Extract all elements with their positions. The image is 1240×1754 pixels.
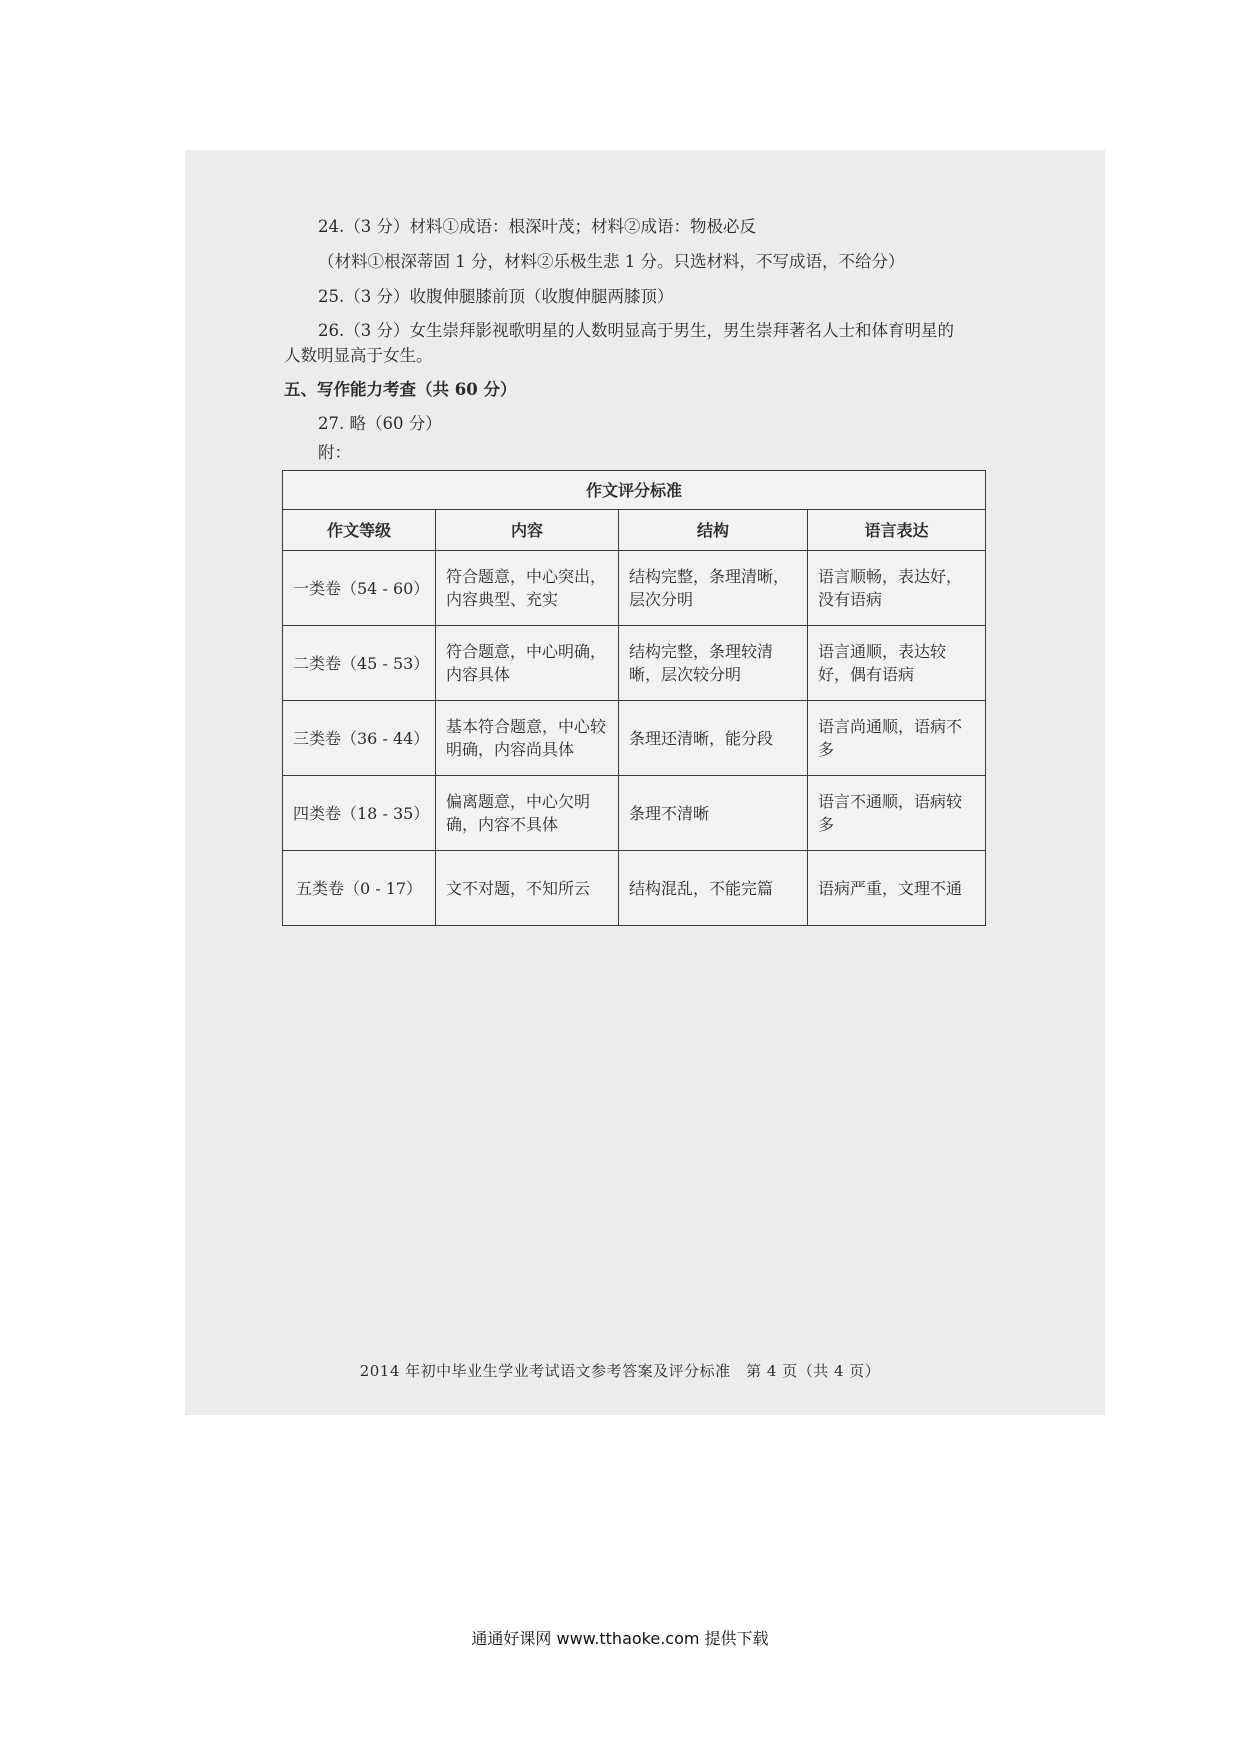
row-structure: 条理不清晰 [619, 776, 808, 851]
header-content: 内容 [436, 510, 619, 551]
row-language: 语言通顺，表达较好，偶有语病 [808, 626, 986, 701]
section-5-heading: 五、写作能力考查（共 60 分） [284, 380, 517, 399]
row-structure: 结构完整，条理清晰，层次分明 [619, 551, 808, 626]
download-credit: 通通好课网 www.tthaoke.com 提供下载 [471, 1629, 769, 1648]
essay-grading-table [282, 470, 986, 926]
row-level: 四类卷（18 - 35） [283, 776, 436, 851]
row-structure: 结构混乱，不能完篇 [619, 851, 808, 926]
row-level: 一类卷（54 - 60） [283, 551, 436, 626]
header-level: 作文等级 [283, 510, 436, 551]
row-language: 语言顺畅，表达好，没有语病 [808, 551, 986, 626]
answer-26-line1: 26.（3 分）女生崇拜影视歌明星的人数明显高于男生，男生崇拜著名人士和体育明星的 [318, 321, 954, 340]
row-content: 符合题意，中心明确，内容具体 [436, 626, 619, 701]
header-language: 语言表达 [808, 510, 986, 551]
row-structure: 条理还清晰，能分段 [619, 701, 808, 776]
row-level: 五类卷（0 - 17） [283, 851, 436, 926]
table-row [283, 626, 986, 701]
table-row [283, 701, 986, 776]
table-row [283, 776, 986, 851]
table-title: 作文评分标准 [283, 471, 986, 510]
row-language: 语病严重，文理不通 [808, 851, 986, 926]
table-row [283, 851, 986, 926]
header-structure: 结构 [619, 510, 808, 551]
answer-24: 24.（3 分）材料①成语：根深叶茂；材料②成语：物极必反 [318, 217, 756, 236]
row-structure: 结构完整，条理较清晰，层次较分明 [619, 626, 808, 701]
row-level: 三类卷（36 - 44） [283, 701, 436, 776]
row-content: 符合题意，中心突出，内容典型、充实 [436, 551, 619, 626]
appendix-label: 附： [318, 443, 351, 462]
row-level: 二类卷（45 - 53） [283, 626, 436, 701]
page-footer: 2014 年初中毕业生学业考试语文参考答案及评分标准 第 4 页（共 4 页） [359, 1362, 881, 1380]
answer-24-note: （材料①根深蒂固 1 分，材料②乐极生悲 1 分。只选材料，不写成语，不给分） [318, 252, 905, 271]
answer-27: 27. 略（60 分） [318, 414, 442, 433]
answer-26-line2: 人数明显高于女生。 [284, 346, 433, 365]
row-language: 语言不通顺，语病较多 [808, 776, 986, 851]
table-row [283, 551, 986, 626]
row-content: 文不对题，不知所云 [436, 851, 619, 926]
row-language: 语言尚通顺，语病不多 [808, 701, 986, 776]
row-content: 基本符合题意，中心较明确，内容尚具体 [436, 701, 619, 776]
answer-25: 25.（3 分）收腹伸腿膝前顶（收腹伸腿两膝顶） [318, 287, 674, 306]
row-content: 偏离题意，中心欠明确，内容不具体 [436, 776, 619, 851]
